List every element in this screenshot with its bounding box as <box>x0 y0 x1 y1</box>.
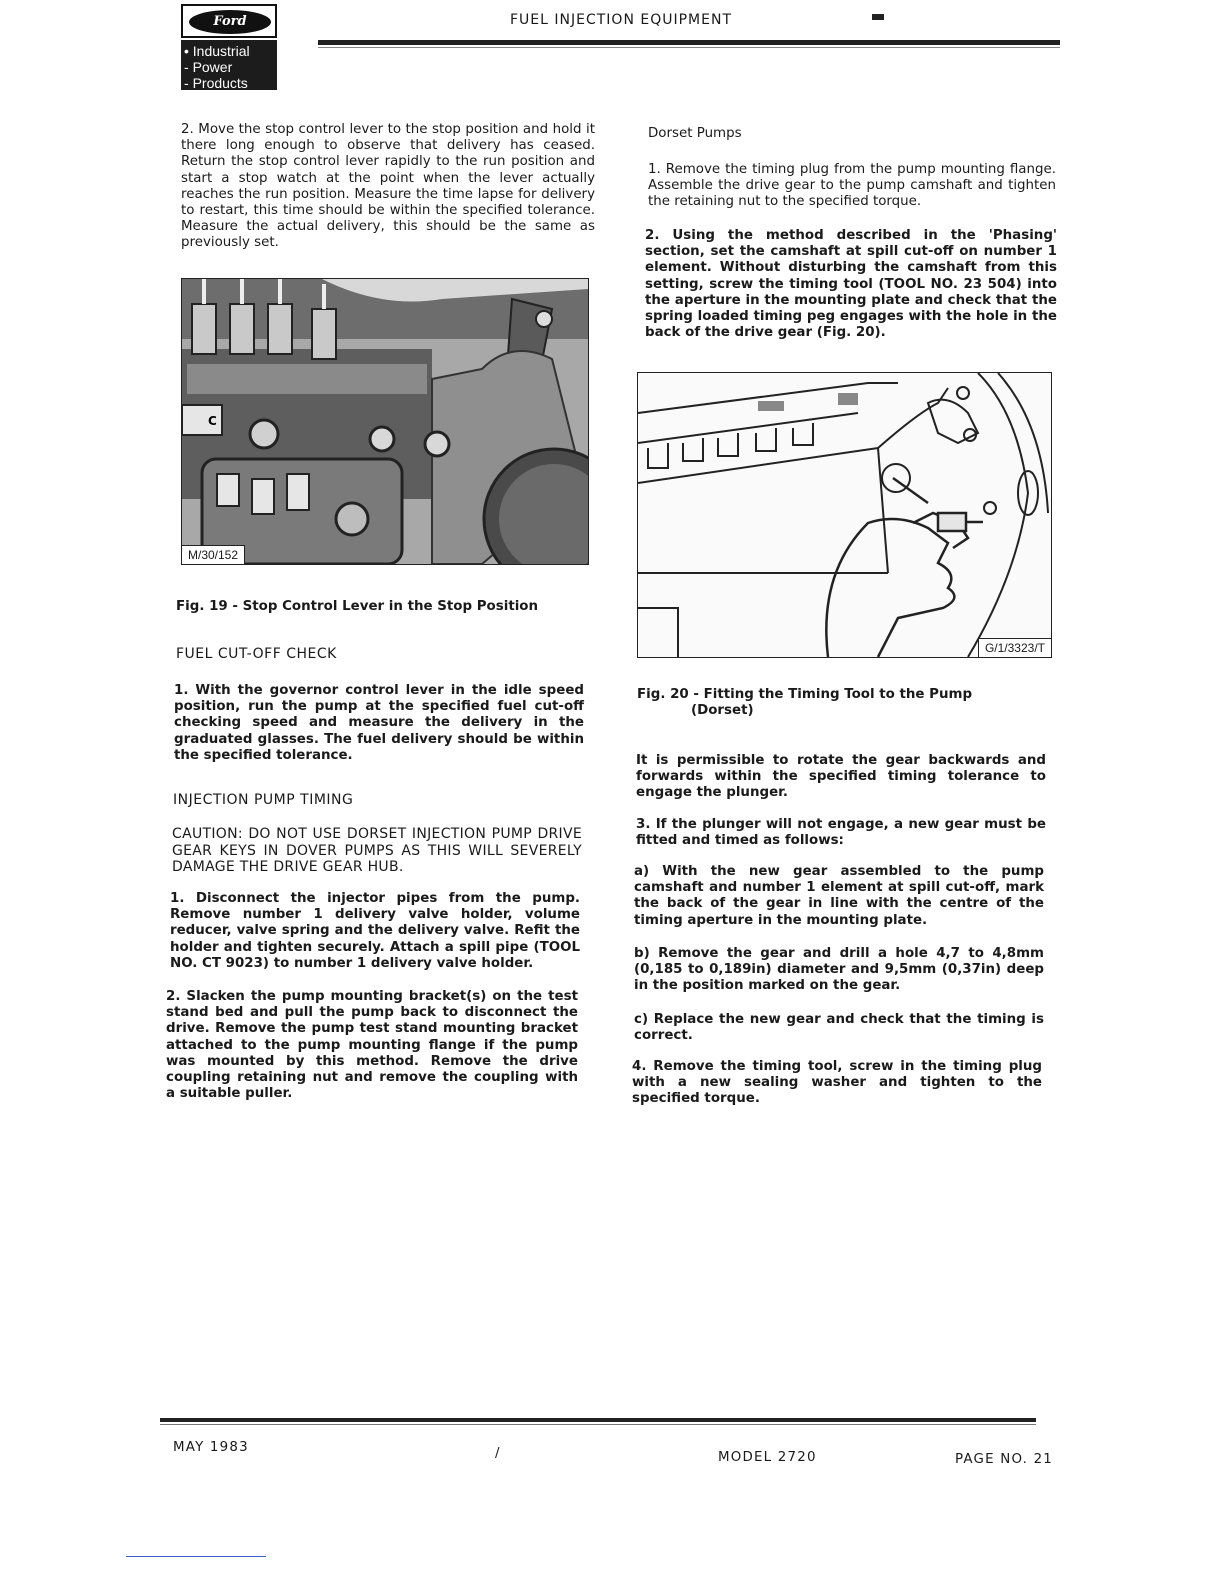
fig19-label: M/30/152 <box>182 545 245 564</box>
step-c-paragraph: c) Replace the new gear and check that the timing is correct. <box>634 1012 1044 1044</box>
header-rule <box>318 40 1060 45</box>
plunger-paragraph: 3. If the plunger will not engage, a new gear must be fitted and timed as follows: <box>636 817 1046 849</box>
caution-paragraph: CAUTION: DO NOT USE DORSET INJECTION PUMP DRIVE GEAR KEYS IN DOVER PUMPS AS THIS WILL SEVERELY DAMAGE THE DRIVE GEAR HUB. <box>172 826 582 875</box>
logo-line-2: - Power <box>184 59 233 75</box>
permissible-paragraph: It is permissible to rotate the gear backwards and forwards within the specified timing tolerance to engage the plunger. <box>636 753 1046 801</box>
footer-rule <box>160 1418 1036 1422</box>
remove-plug-paragraph: 1. Remove the timing plug from the pump mounting flange. Assemble the drive gear to the pump camshaft and tighten the retaining nut to the specified torque. <box>648 162 1056 210</box>
heading-fuel-cutoff: FUEL CUT-OFF CHECK <box>176 646 337 662</box>
bottom-underline <box>126 1556 266 1557</box>
svg-text:C: C <box>208 414 217 428</box>
header-mark <box>872 14 884 20</box>
stop-lever-paragraph: 2. Move the stop control lever to the stop position and hold it there long enough to observe that delivery has ceased. Return the stop control lever rapidly to the run position and start a stop watch at the point when the lever actually reaches the run position. Measure the time lapse for delivery to restart, this time should be within the specified tolerance. Measure the actual delivery, this should be the same as previously set. <box>181 122 595 251</box>
disconnect-paragraph: 1. Disconnect the injector pipes from the pump. Remove number 1 delivery valve holder, volume reducer, valve spring and the delivery valve. Refit the holder and tighten securely. Attach a spill pipe (TOOL NO. CT 9023) to number 1 delivery valve holder. <box>170 891 580 971</box>
fig19-illustration <box>182 279 588 564</box>
fig19-caption: Fig. 19 - Stop Control Lever in the Stop Position <box>176 599 539 614</box>
fig20-illustration <box>638 373 1051 657</box>
ford-oval-icon <box>189 10 271 34</box>
footer-center-mark: / <box>495 1446 501 1461</box>
page-title: FUEL INJECTION EQUIPMENT <box>510 12 733 28</box>
logo-line-3: - Products <box>184 75 248 91</box>
step-b-paragraph: b) Remove the gear and drill a hole 4,7 to 4,8mm (0,185 to 0,189in) diameter and 9,5mm (0,37in) deep in the position marked on the gear. <box>634 946 1044 994</box>
figure-20 <box>637 372 1052 658</box>
step-4-paragraph: 4. Remove the timing tool, screw in the timing plug with a new sealing washer and tighten to the specified torque. <box>632 1059 1042 1107</box>
fig20-caption-line1: Fig. 20 - Fitting the Timing Tool to the Pump <box>637 687 973 702</box>
ford-oval-frame <box>181 4 277 38</box>
ford-logo <box>181 4 277 91</box>
footer-page-number: PAGE NO. 21 <box>955 1452 1054 1467</box>
phasing-paragraph: 2. Using the method described in the 'Phasing' section, set the camshaft at spill cut-off on number 1 element. Without disturbing the camshaft from this setting, screw the timing tool (TOOL NO. 23 504) into the aperture in the mounting plate and check that the spring loaded timing peg engages with the hole in the back of the drive gear (Fig. 20). <box>645 228 1057 341</box>
step-a-paragraph: a) With the new gear assembled to the pump camshaft and number 1 element at spill cut-off, mark the back of the gear in line with the centre of the timing aperture in the mounting plate. <box>634 864 1044 928</box>
header-rule-thin <box>318 47 1060 48</box>
fig20-caption-line2: (Dorset) <box>691 703 754 718</box>
logo-division-block <box>181 40 277 90</box>
fig20-caption <box>637 687 1057 719</box>
cutoff-paragraph: 1. With the governor control lever in the idle speed position, run the pump at the specified fuel cut-off checking speed and measure the delivery in the graduated glasses. The fuel delivery should be within the specified tolerance. <box>174 683 584 763</box>
ford-wordmark: Ford <box>213 14 247 29</box>
heading-injection-timing: INJECTION PUMP TIMING <box>173 792 354 808</box>
footer-model: MODEL 2720 <box>718 1450 817 1465</box>
slacken-paragraph: 2. Slacken the pump mounting bracket(s) on the test stand bed and pull the pump back to disconnect the drive. Remove the pump test stand mounting bracket attached to the pump mounting flange if the pump was mounted by this method. Remove the drive coupling retaining nut and remove the coupling with a suitable puller. <box>166 989 578 1102</box>
logo-line-1: • Industrial <box>184 43 250 59</box>
heading-dorset-pumps: Dorset Pumps <box>648 126 742 141</box>
footer-date: MAY 1983 <box>173 1440 249 1455</box>
footer-rule-thin <box>160 1424 1036 1425</box>
figure-19 <box>181 278 589 565</box>
fig20-label: G/1/3323/T <box>978 638 1051 657</box>
